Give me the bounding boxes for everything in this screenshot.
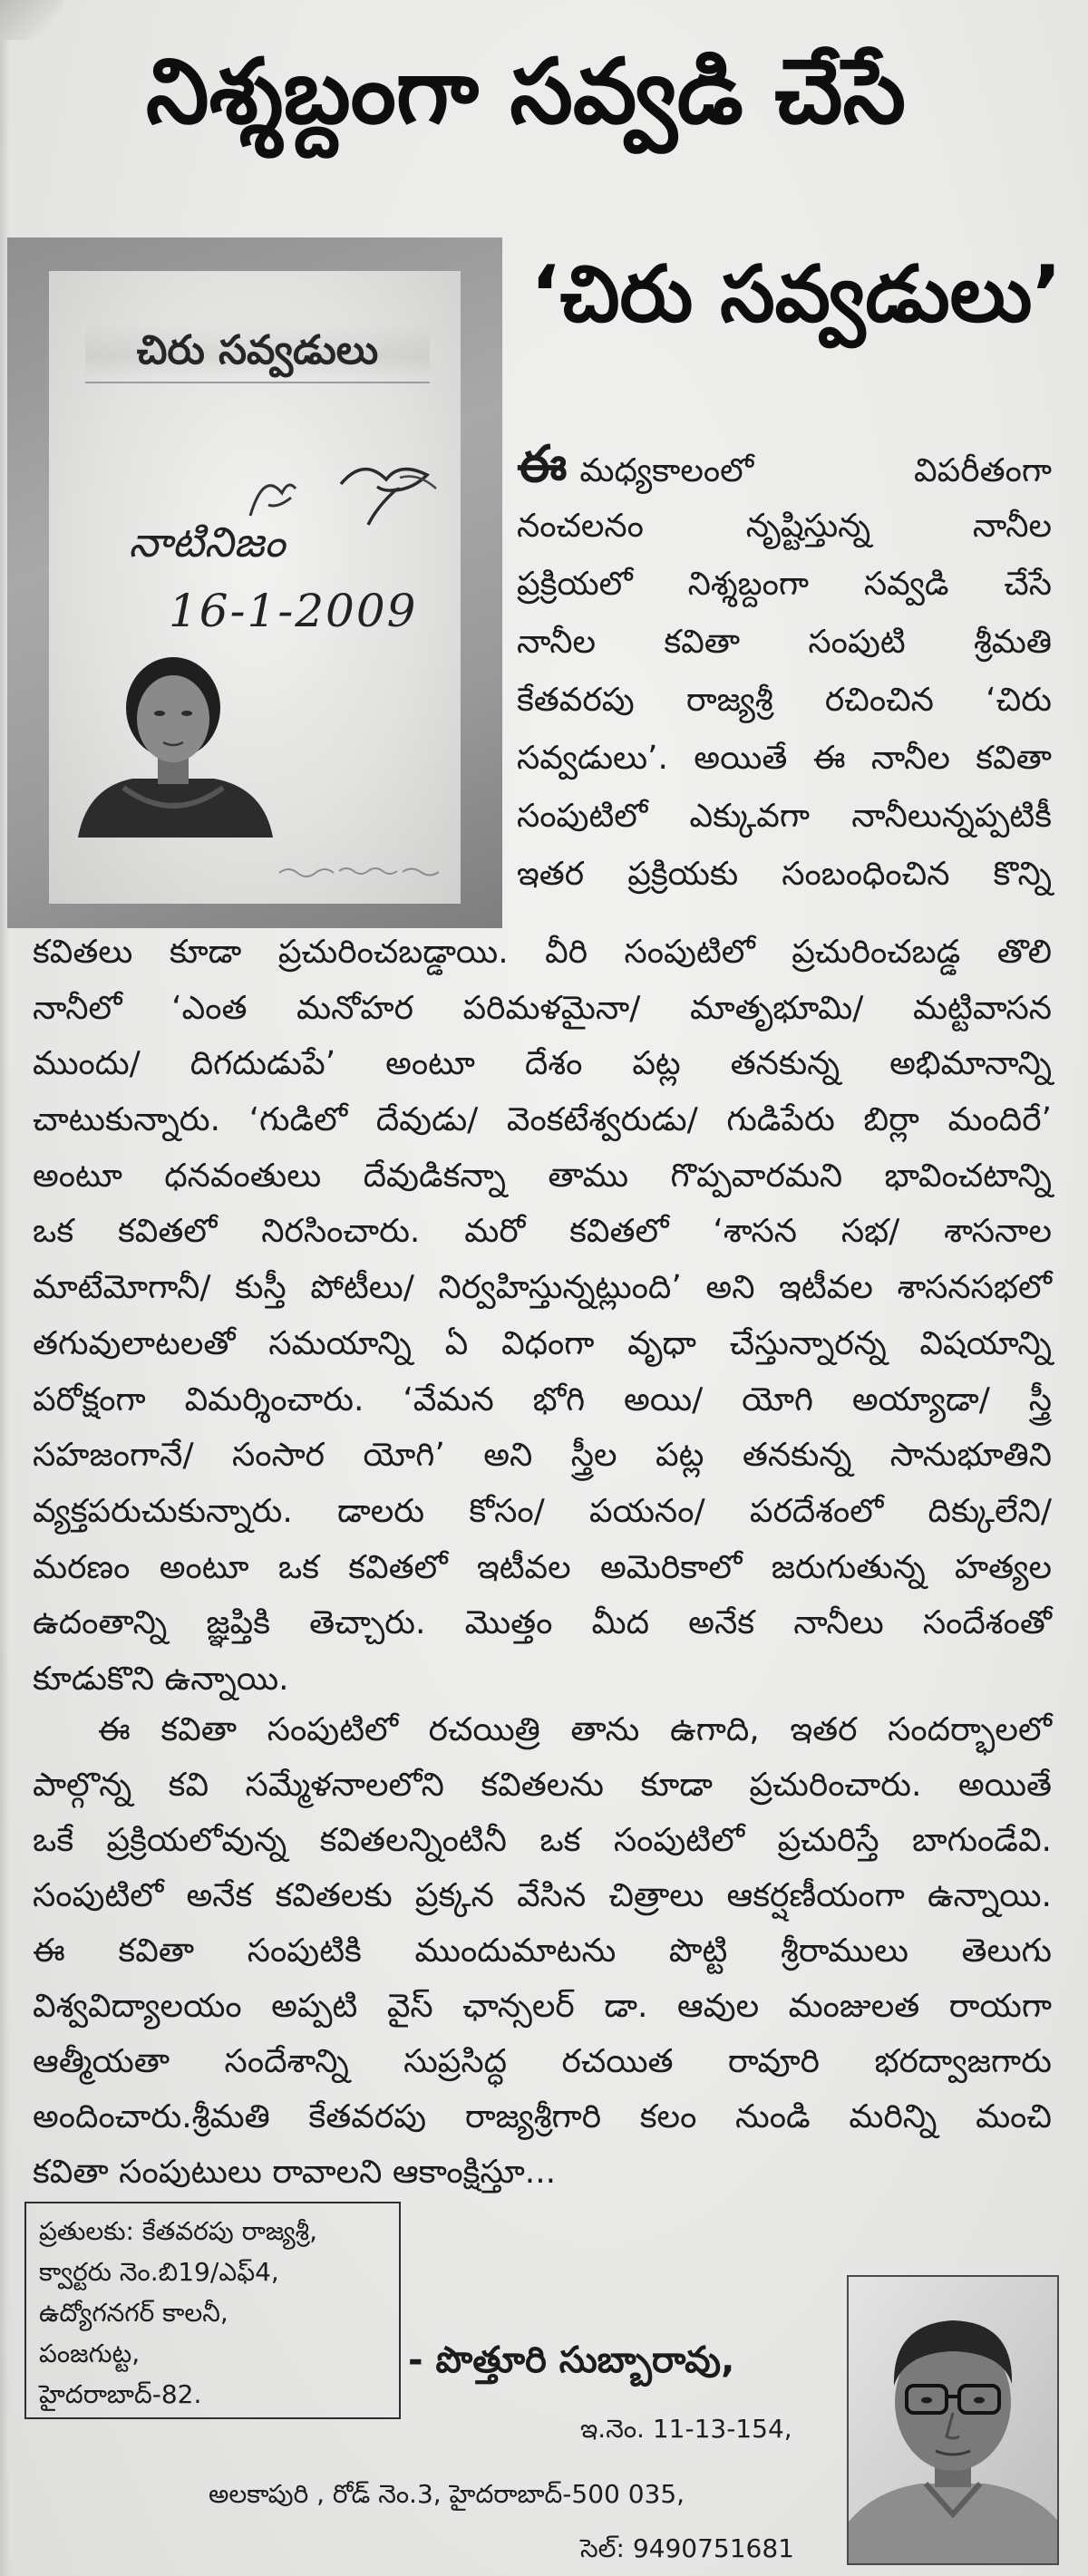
article-line: నానీల కవితా సంపుటి శ్రీమతి [517, 624, 1052, 661]
article-line: ఈ కవితా సంపుటిలో రచయిత్రి తాను ఉగాది, ఇతర సందర్భాలలో [98, 1711, 1052, 1748]
article-line-text: మధ్యకాలంలో విపరీతంగా [579, 452, 1052, 489]
book-cover-image [7, 237, 502, 928]
article-line: విశ్వవిద్యాలయం అప్పటి వైస్ ఛాన్సలర్ డా. ఆవుల మంజులత రాయగా [33, 1988, 1052, 2025]
copies-address-box [24, 2202, 401, 2419]
author-address: అలకాపురి , రోడ్ నెం.3, హైదరాబాద్-500 035, [209, 2479, 685, 2509]
copies-line: పంజగుట్ట, [39, 2339, 141, 2368]
book-cover-page [49, 271, 461, 904]
copies-line: ఉద్యోగనగర్ కాలనీ, [39, 2298, 228, 2328]
author-name: - పొత్తూరి సుబ్బారావు, [408, 2339, 735, 2381]
article-line [517, 435, 1052, 498]
book-cover-title: చిరు సవ్వడులు [85, 324, 430, 378]
article-line: పరోక్షంగా విమర్శించారు. ‘వేమన భోగి అయి/ యోగి అయ్యాడా/ స్త్రీ [33, 1380, 1052, 1419]
torn-corner [0, 0, 63, 40]
article-paragraph-1 [33, 925, 1052, 1708]
bird-left [250, 485, 296, 516]
article-line: కూడుకొని ఉన్నాయి. [33, 1660, 289, 1698]
article-line: ప్రక్రియలో నిశ్శబ్దంగా సవ్వడి చేసే [517, 566, 1052, 603]
article-line: చాటుకున్నారు. ‘గుడిలో దేవుడు/ వెంకటేశ్వరుడు/ గుడిపేరు బిర్లా మందిరే’ [33, 1101, 1052, 1139]
article-line: సవ్వడులు’. అయితే ఈ నానీల కవితా [517, 740, 1052, 777]
author-house-number: ఇ.నెం. 11-13-154, [580, 2414, 792, 2444]
author-portrait [849, 2277, 1057, 2563]
cover-fine-print [276, 860, 457, 882]
article-line: నంచలనం నృష్టిస్తున్న నానీల [517, 508, 1052, 545]
article-line: కవితలు కూడా ప్రచురించబడ్డాయి. వీరి సంపుటిలో ప్రచురించబడ్డ తొలి [33, 934, 1052, 971]
article-line: తగువులాటలతో సమయాన్ని ఏ విధంగా వృధా చేస్తున్నారన్న విషయాన్ని [33, 1324, 1052, 1362]
headline-line-1: నిశ్శబ్దంగా సవ్వడి చేసే [145, 40, 907, 144]
article-line: ఉదంతాన్ని జ్ఞప్తికి తెచ్చారు. మొత్తం మీద అనేక నానీలు సందేశంతో [33, 1604, 1052, 1642]
article-side-column [517, 435, 1052, 904]
article-line: సంపుటిలో అనేక కవితలకు ప్రక్కన వేసిన చిత్రాలు ఆకర్షణీయంగా ఉన్నాయి. [33, 1877, 1052, 1914]
handwritten-date: 16-1-2009 [169, 585, 418, 637]
article-line: ఇతర ప్రక్రియకు సంబంధించిన కొన్ని [517, 856, 1052, 893]
article-line: వ్యక్తపరుచుకున్నారు. డాలరు కోసం/ పయనం/ పరదేశంలో దిక్కులేని/ [33, 1492, 1052, 1530]
poet-portrait [69, 652, 277, 842]
portrait-eye-right [181, 711, 192, 716]
article-line: అంటూ ధనవంతులు దేవుడికన్నా తాము గొప్పవారమని భావించటాన్ని [33, 1157, 1052, 1195]
article-paragraph-2 [33, 1702, 1052, 2200]
article-line: ఈ కవితా సంపుటికి ముందుమాటను పొట్టి శ్రీరాములు తెలుగు [33, 1932, 1052, 1970]
author-cell-number: సెల్: 9490751681 [580, 2533, 794, 2563]
portrait-face [137, 675, 209, 762]
book-cover-title-rule [85, 382, 430, 383]
copies-line: హైదరాబాద్-82. [39, 2379, 202, 2409]
article-line: ఒకే ప్రక్రియలోవున్న కవితలన్నింటినీ ఒక సంపుటిలో ప్రచురిస్తే బాగుండేవి. [33, 1822, 1052, 1859]
author-eye-right [974, 2397, 985, 2404]
author-eye-left [921, 2397, 932, 2404]
drop-cap: ఈ [517, 435, 568, 494]
article-line: మాటేమోగానీ/ కుస్తీ పోటీలు/ నిర్వహిస్తున్నట్లుంది’ అని ఇటీవల శాసనసభలో [33, 1269, 1052, 1307]
article-line: పాల్గొన్న కవి సమ్మేళనాలలోని కవితలను కూడా ప్రచురించారు. అయితే [33, 1767, 1052, 1804]
copies-line: ప్రతులకు: కేతవరపు రాజ్యశ్రీ, [39, 2216, 317, 2246]
article-line: ఆత్మీయతా సందేశాన్ని సుప్రసిద్ధ రచయిత రావూరి భరద్వాజగారు [33, 2043, 1052, 2080]
portrait-eye-left [154, 711, 165, 716]
article-line: ముందు/ దిగదుడుపే’ అంటూ దేశం పట్ల తనకున్న అభిమానాన్ని [33, 1045, 1052, 1083]
headline-line-2: ‘చిరు సవ్వడులు’ [530, 249, 1062, 340]
author-photo [847, 2275, 1059, 2565]
article-line: సంపుటిలో ఎక్కువగా నానీలున్నప్పటికీ [517, 798, 1052, 835]
article-line: మరణం అంటూ ఒక కవితలో ఇటీవల అమెరికాలో జరుగుతున్న హత్యల [33, 1548, 1052, 1586]
article-line: ఒక కవితలో నిరసించారు. మరో కవితలో ‘శాసన సభ/ శాసనాల [33, 1213, 1052, 1251]
article-line: కవితా సంపుటులు రావాలని ఆకాంక్షిస్తూ... [33, 2154, 557, 2191]
article-line: అందించారు.శ్రీమతి కేతవరపు రాజ్యశ్రీగారి కలం నుండి మరిన్ని మంచి [33, 2098, 1052, 2135]
copies-line: క్వార్టరు నెం.బి19/ఎఫ్4, [39, 2257, 279, 2287]
handwritten-newspaper-name: నాటినిజం [129, 518, 286, 567]
article-line: నానీలో ‘ఎంత మనోహర పరిమళమైనా/ మాతృభూమి/ మట్టివాసన [33, 989, 1052, 1027]
article-line: కేతవరపు రాజ్యశ్రీ రచించిన ‘చిరు [517, 682, 1052, 719]
article-line: సహజంగానే/ సంసార యోగి’ అని స్త్రీల పట్ల తనకున్న సానుభూతిని [33, 1437, 1052, 1475]
